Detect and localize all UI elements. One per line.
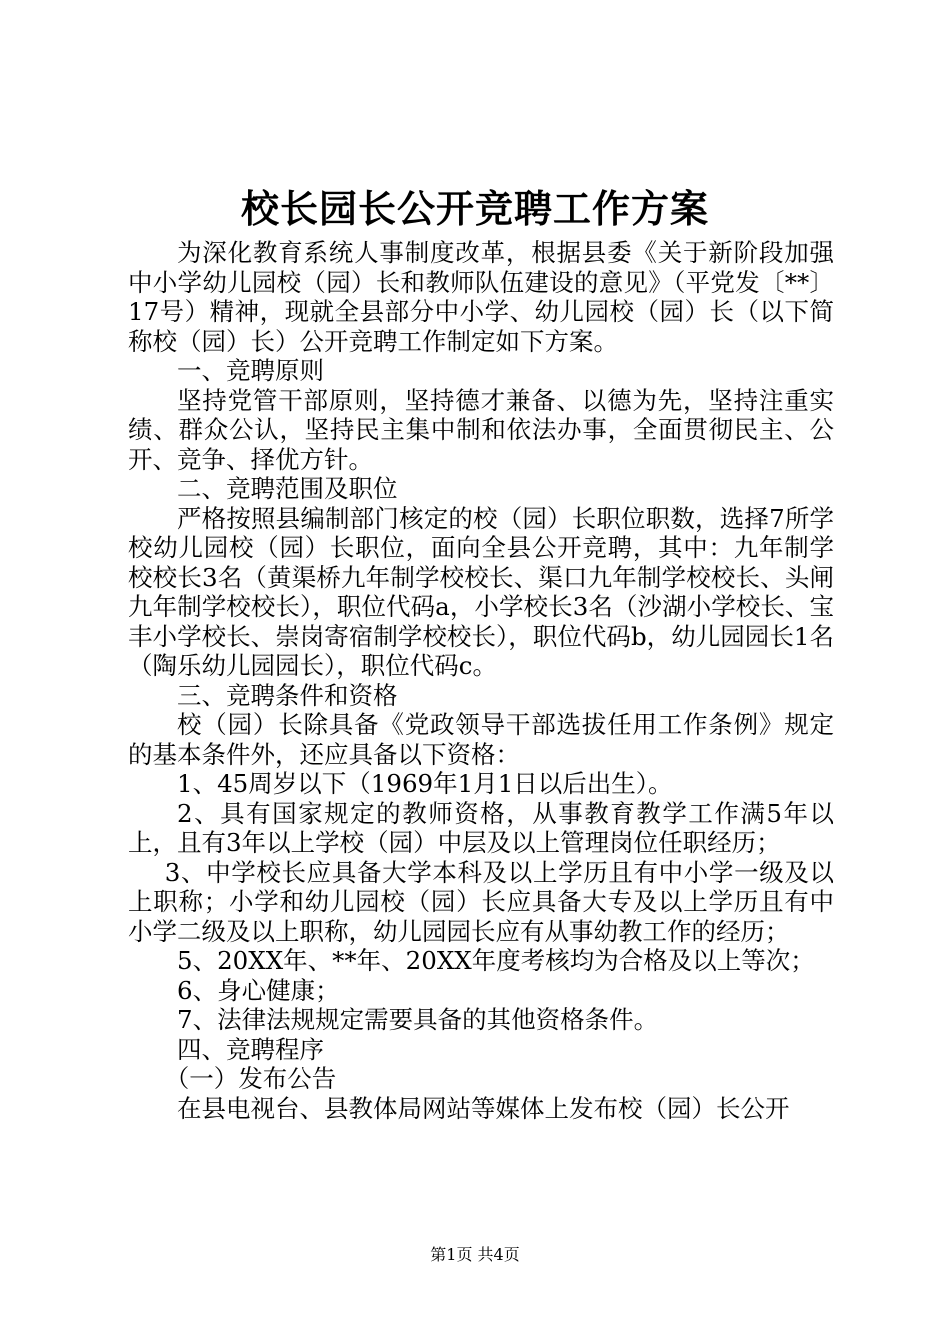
heading-procedure: 四、竞聘程序 bbox=[177, 1034, 324, 1064]
paragraph-intro: 为深化教育系统人事制度改革，根据县委《关于新阶段加强中小学幼儿园校（园）长和教师队伍建设的意见》（平党发〔**〕17号）精神，现就全县部分中小学、幼儿园校（园）长（以下简称校（园）长）公开竞聘工作制定如下方案。 bbox=[128, 238, 834, 356]
condition-item: 3、中学校长应具备大学本科及以上学历且有中小学一级及以上职称；小学和幼儿园校（园）长应具备大专及以上学历且有中小学二级及以上职称，幼儿园园长应有从事幼教工作的经历； bbox=[128, 857, 834, 946]
heading-principles: 一、竞聘原则 bbox=[177, 356, 324, 385]
document-title: 校长园长公开竞聘工作方案 bbox=[240, 186, 709, 231]
paragraph-announcement: 在县电视台、县教体局网站等媒体上发布校（园）长公开 bbox=[177, 1093, 790, 1123]
condition-item: 1、45周岁以下（1969年1月1日以后出生）。 bbox=[177, 769, 673, 798]
condition-item: 7、法律法规规定需要具备的其他资格条件。 bbox=[177, 1005, 659, 1034]
subheading-announcement: （一）发布公告 bbox=[164, 1064, 337, 1093]
condition-item: 6、身心健康； bbox=[177, 975, 340, 1005]
heading-conditions: 三、竞聘条件和资格 bbox=[177, 680, 398, 710]
heading-scope: 二、竞聘范围及职位 bbox=[177, 474, 398, 503]
paragraph-scope: 严格按照县编制部门核定的校（园）长职位职数，选择7所学校幼儿园校（园）长职位，面向全县公开竞聘，其中：九年制学校校长3名（黄渠桥九年制学校校长、渠口九年制学校校长、头闸九年制学校校长），职位代码a，小学校长3名（沙湖小学校长、宝丰小学校长、崇岗寄宿制学校校长），职位代码b，幼儿园园长1名（陶乐幼儿园园长），职位代码c。 bbox=[128, 503, 834, 680]
condition-item: 5、20XX年、**年、20XX年度考核均为合格及以上等次； bbox=[177, 946, 815, 975]
condition-item: 2、具有国家规定的教师资格，从事教育教学工作满5年以上，且有3年以上学校（园）中层及以上管理岗位任职经历； bbox=[128, 798, 834, 857]
page-footer: 第1页 共4页 bbox=[430, 1245, 520, 1264]
paragraph-conditions: 校（园）长除具备《党政领导干部选拔任用工作条例》规定的基本条件外，还应具备以下资格： bbox=[128, 710, 834, 769]
document-body bbox=[128, 238, 834, 1123]
paragraph-principles: 坚持党管干部原则，坚持德才兼备、以德为先，坚持注重实绩、群众公认，坚持民主集中制和依法办事，全面贯彻民主、公开、竞争、择优方针。 bbox=[128, 385, 834, 474]
